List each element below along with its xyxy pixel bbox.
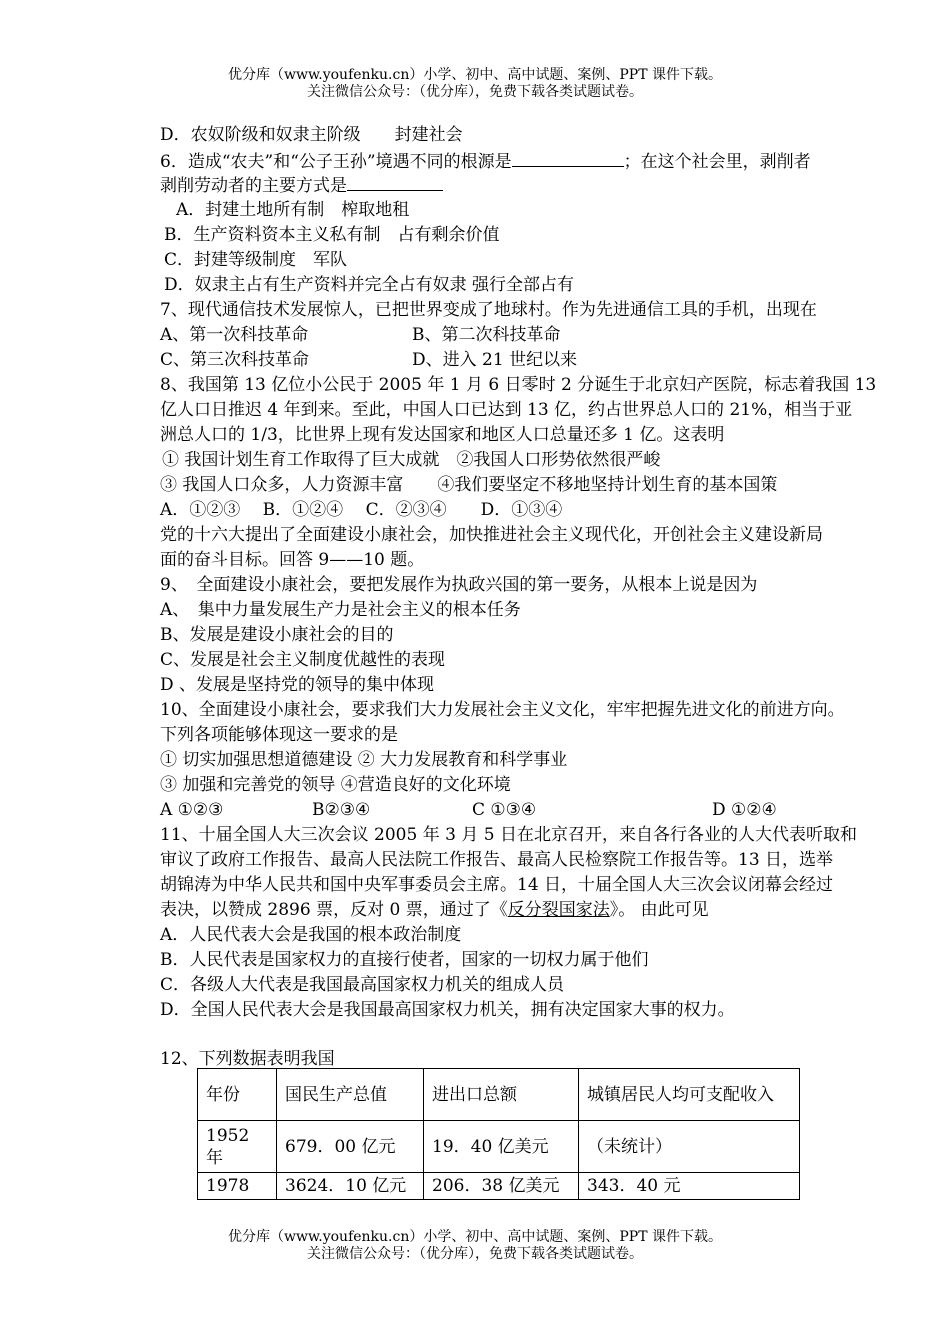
q8-stem-line-3: 洲总人口的 1/3，比世界上现有发达国家和地区人口总量还多 1 亿。这表明 bbox=[160, 425, 725, 445]
q6-stem-b: ；在这个社会里，剥削者 bbox=[623, 152, 811, 172]
page-header bbox=[0, 67, 950, 101]
anti-secession-law-title: 反分裂国家法 bbox=[507, 900, 610, 920]
q10-option-a: A ①②③ bbox=[160, 800, 224, 820]
table-cell: 1978 bbox=[198, 1173, 277, 1200]
table-cell: 343．40 元 bbox=[579, 1173, 800, 1200]
q6-stem-a: 6．造成“农夫”和“公子王孙”境遇不同的根源是 bbox=[160, 152, 512, 172]
page-footer bbox=[0, 1229, 950, 1263]
q6-option-d: D．奴隶主占有生产资料并完全占有奴隶 强行全部占有 bbox=[164, 275, 575, 295]
q11-stem-line-1: 11、十届全国人大三次会议 2005 年 3 月 5 日在北京召开，来自各行各业的人大代表听取和 bbox=[160, 825, 857, 845]
q9-option-a: A、 集中力量发展生产力是社会主义的根本任务 bbox=[160, 600, 521, 620]
q9-option-c: C、发展是社会主义制度优越性的表现 bbox=[160, 650, 446, 670]
header-cell: 进出口总额 bbox=[424, 1069, 579, 1121]
q10-stem-line-1: 10、全面建设小康社会，要求我们大力发展社会主义文化，牢牢把握先进文化的前进方向。 bbox=[160, 700, 845, 720]
q6-blank-1 bbox=[512, 150, 624, 167]
q11-option-d: D．全国人民代表大会是我国最高国家权力机关，拥有决定国家大事的权力。 bbox=[160, 1000, 735, 1020]
table-cell: 206．38 亿美元 bbox=[424, 1173, 579, 1200]
q6-stem-line-2 bbox=[160, 174, 443, 197]
q12-stem: 12、下列数据表明我国 bbox=[160, 1049, 335, 1069]
q10-statements-1: ① 切实加强思想道德建设 ② 大力发展教育和科学事业 bbox=[160, 750, 568, 770]
table-cell: 19．40 亿美元 bbox=[424, 1121, 579, 1173]
q8-stem-line-2: 亿人口日推迟 4 年到来。至此，中国人口已达到 13 亿，约占世界总人口的 21%，相当于亚 bbox=[160, 400, 853, 420]
header-cell: 国民生产总值 bbox=[277, 1069, 424, 1121]
q11-stem-4a: 表决，以赞成 2896 票，反对 0 票，通过了《 bbox=[160, 900, 508, 920]
q9-option-b: B、发展是建设小康社会的目的 bbox=[160, 625, 394, 645]
q10-stem-line-2: 下列各项能够体现这一要求的是 bbox=[160, 725, 398, 745]
q8-statements-2: ③ 我国人口众多，人力资源丰富 ④我们要坚定不移地坚持计划生育的基本国策 bbox=[160, 475, 778, 495]
header-cell: 年份 bbox=[198, 1069, 277, 1121]
table-cell: 1952 年 bbox=[198, 1121, 277, 1173]
q7-stem: 7、现代通信技术发展惊人，已把世界变成了地球村。作为先进通信工具的手机，出现在 bbox=[160, 300, 817, 320]
q5-option-d: D．农奴阶级和奴隶主阶级 封建社会 bbox=[160, 125, 463, 145]
q10-statements-2: ③ 加强和完善党的领导 ④营造良好的文化环境 bbox=[160, 775, 511, 795]
q11-option-b: B．人民代表是国家权力的直接行使者，国家的一切权力属于他们 bbox=[160, 950, 649, 970]
intro-line-1: 党的十六大提出了全面建设小康社会，加快推进社会主义现代化，开创社会主义建设新局 bbox=[160, 525, 823, 545]
intro-line-2: 面的奋斗目标。回答 9——10 题。 bbox=[160, 550, 425, 570]
q7-option-b: B、第二次科技革命 bbox=[412, 325, 561, 345]
q11-stem-4b: 》。 由此可见 bbox=[609, 900, 709, 920]
table-cell: （未统计） bbox=[579, 1121, 800, 1173]
q11-option-c: C．各级人大代表是我国最高国家权力机关的组成人员 bbox=[160, 975, 565, 995]
q8-options: A．①②③ B．①②④ C．②③④ D．①③④ bbox=[160, 500, 563, 520]
table-row bbox=[198, 1173, 800, 1200]
q11-stem-line-2: 审议了政府工作报告、最高人民法院工作报告、最高人民检察院工作报告等。13 日，选举 bbox=[160, 850, 834, 870]
q6-option-c: C．封建等级制度 军队 bbox=[164, 250, 348, 270]
footer-line-2: 关注微信公众号：（优分库），免费下载各类试题试卷。 bbox=[307, 1246, 643, 1262]
q6-stem-line-1 bbox=[160, 150, 811, 173]
header-line-1: 优分库（www.youfenku.cn）小学、初中、高中试题、案例、PPT 课件下载。 bbox=[227, 67, 722, 83]
q6-stem-c: 剥削劳动者的主要方式是 bbox=[160, 176, 347, 196]
q8-statements-1: ① 我国计划生育工作取得了巨大成就 ②我国人口形势依然很严峻 bbox=[162, 450, 661, 470]
q11-stem-line-3: 胡锦涛为中华人民共和国中央军事委员会主席。14 日，十届全国人大三次会议闭幕会经过 bbox=[160, 875, 834, 895]
q10-option-b: B②③④ bbox=[312, 800, 371, 820]
q9-option-d: D 、发展是坚持党的领导的集中体现 bbox=[160, 675, 435, 695]
q10-option-c: C ①③④ bbox=[472, 800, 537, 820]
q7-option-a: A、第一次科技革命 bbox=[160, 325, 309, 345]
q6-blank-2 bbox=[347, 174, 443, 191]
header-cell: 城镇居民人均可支配收入 bbox=[579, 1069, 800, 1121]
footer-line-1: 优分库（www.youfenku.cn）小学、初中、高中试题、案例、PPT 课件下载。 bbox=[227, 1229, 722, 1245]
q12-data-table bbox=[197, 1068, 800, 1200]
q9-stem: 9、 全面建设小康社会，要把发展作为执政兴国的第一要务，从根本上说是因为 bbox=[160, 575, 758, 595]
table-cell: 679．00 亿元 bbox=[277, 1121, 424, 1173]
table-header-row bbox=[198, 1069, 800, 1121]
header-line-2: 关注微信公众号：（优分库），免费下载各类试题试卷。 bbox=[307, 84, 643, 100]
q7-option-c: C、第三次科技革命 bbox=[160, 350, 310, 370]
q10-option-d: D ①②④ bbox=[712, 800, 777, 820]
q6-option-a: A．封建土地所有制 榨取地租 bbox=[176, 200, 410, 220]
table-cell: 3624．10 亿元 bbox=[277, 1173, 424, 1200]
q11-stem-line-4 bbox=[160, 899, 709, 921]
q11-option-a: A．人民代表大会是我国的根本政治制度 bbox=[160, 925, 462, 945]
q7-option-d: D、进入 21 世纪以来 bbox=[412, 350, 578, 370]
q8-stem-line-1: 8、我国第 13 亿位小公民于 2005 年 1 月 6 日零时 2 分诞生于北京妇产医院，标志着我国 13 bbox=[160, 375, 877, 395]
table-row bbox=[198, 1121, 800, 1173]
q6-option-b: B．生产资料资本主义私有制 占有剩余价值 bbox=[164, 225, 500, 245]
